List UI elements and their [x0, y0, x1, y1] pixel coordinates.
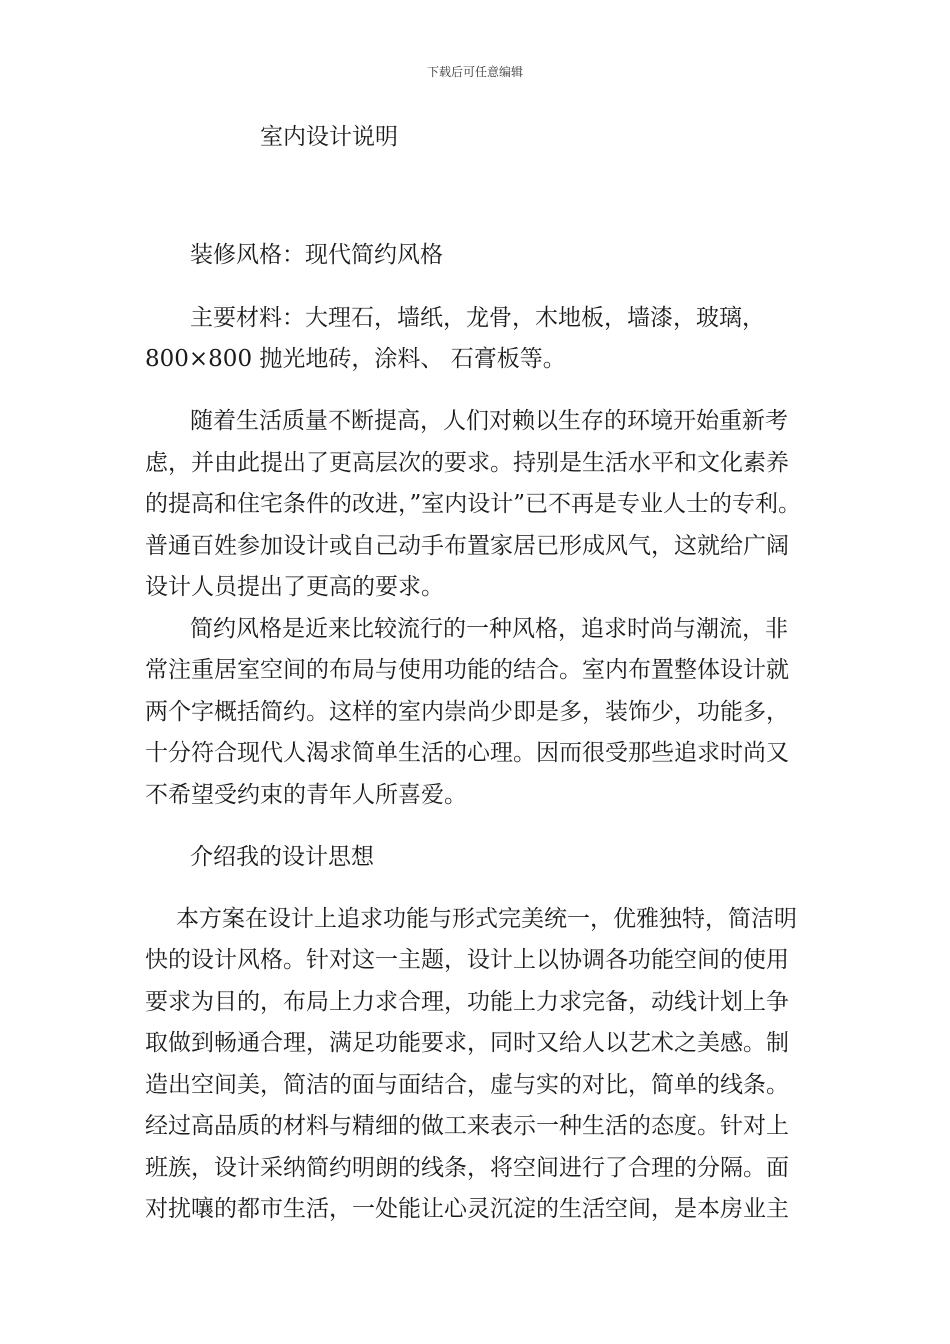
- paragraph-line: 两个字概括简约。这样的室内崇尚少即是多，装饰少，功能多，: [145, 699, 789, 725]
- materials-line: 主要材料：大理石，墙纸，龙骨，木地板，墙漆，玻璃，: [190, 305, 765, 331]
- paragraph-line: 取做到畅通合理，满足功能要求，同时又给人以艺术之美感。制: [145, 1030, 789, 1056]
- page-title: 室内设计说明: [260, 124, 398, 150]
- paragraph-line: 十分符合现代人渴求简单生活的心理。因而很受那些追求时尚又: [145, 740, 789, 766]
- style-line: 装修风格：现代简约风格: [190, 242, 443, 268]
- paragraph-line: 简约风格是近来比较流行的一种风格，追求时尚与潮流，非: [190, 616, 788, 642]
- paragraph-line: 造出空间美，简洁的面与面结合，虚与实的对比，简单的线条。: [145, 1072, 789, 1098]
- paragraph-line: 不希望受约束的青年人所喜爱。: [145, 782, 467, 808]
- paragraph-line: 常注重居室空间的布局与使用功能的结合。室内布置整体设计就: [145, 657, 789, 683]
- paragraph-line: 普通百姓参加设计或自己动手布置家居已形成风气，这就给广阔: [145, 533, 789, 559]
- paragraph-line: 随着生活质量不断提高，人们对赖以生存的环境开始重新考: [190, 408, 788, 434]
- section-heading: 介绍我的设计思想: [190, 844, 374, 870]
- paragraph-line: 设计人员提出了更高的要求。: [145, 574, 444, 600]
- paragraph-line: 虑，并由此提出了更高层次的要求。持别是生活水平和文化素养: [145, 450, 789, 476]
- paragraph-line: 本方案在设计上追求功能与形式完美统一，优雅独特，简洁明: [176, 906, 797, 932]
- paragraph-line: 经过高品质的材料与精细的做工来表示一种生活的态度。针对上: [145, 1113, 789, 1139]
- paragraph-line: 的提高和住宅条件的改进，”室内设计”已不再是专业人士的专利。: [145, 491, 802, 517]
- paragraph-line: 班族，设计采纳简约明朗的线条，将空间进行了合理的分隔。面: [145, 1155, 789, 1181]
- header-note: 下载后可任意编辑: [426, 65, 523, 79]
- paragraph-line: 要求为目的，布局上力求合理，功能上力求完备，动线计划上争: [145, 989, 789, 1015]
- materials-line: 800×800 抛光地砖，涂料、 石膏板等。: [145, 346, 566, 372]
- paragraph-line: 快的设计风格。针对这一主题，设计上以协调各功能空间的使用: [145, 947, 789, 973]
- paragraph-line: 对扰嚷的都市生活，一处能让心灵沉淀的生活空间，是本房业主: [145, 1196, 789, 1222]
